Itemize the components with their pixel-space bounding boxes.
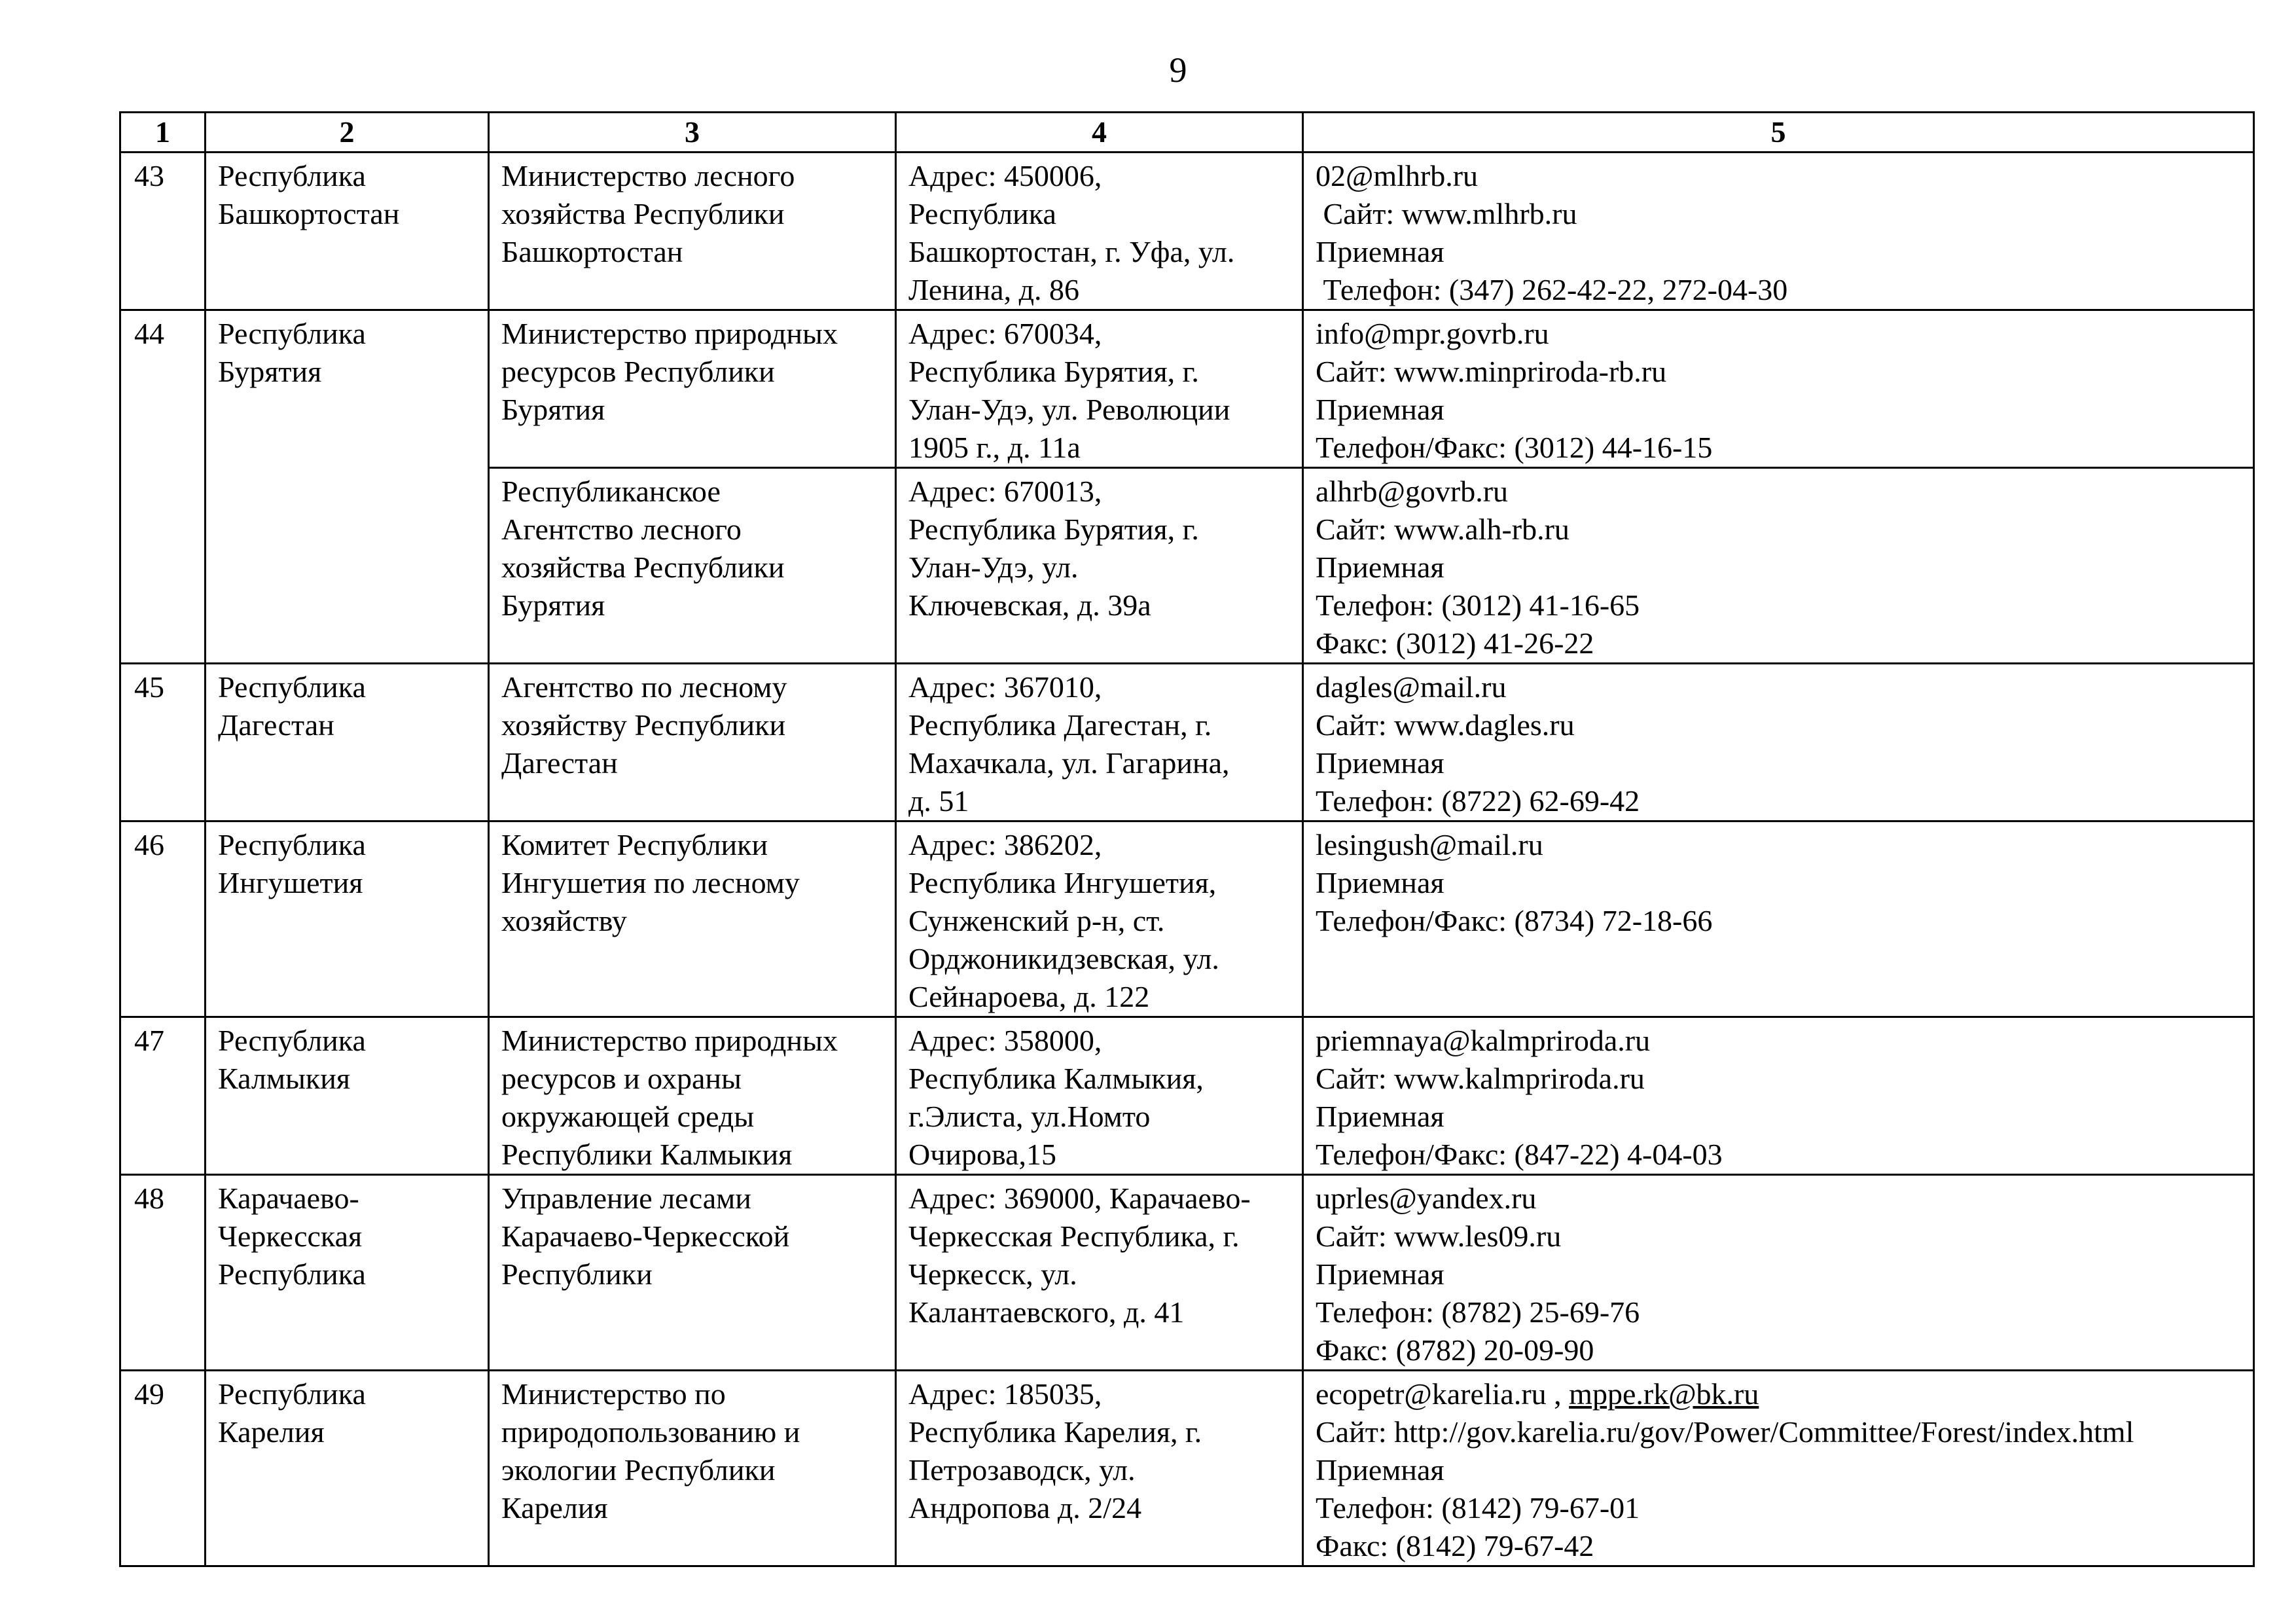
- address-line: Черкесск, ул.: [908, 1257, 1077, 1291]
- organization-line: Комитет Республики: [501, 828, 768, 861]
- website-line[interactable]: Сайт: http://gov.karelia.ru/gov/Power/Committee/Forest/index.html: [1316, 1415, 2134, 1449]
- address-line: Адрес: 670013,: [908, 475, 1102, 508]
- region-cell: [206, 1017, 489, 1175]
- region-cell: [206, 821, 489, 1017]
- table-row: [120, 153, 2254, 310]
- region-line: Ингушетия: [218, 866, 363, 899]
- phone-line: Телефон: (8782) 25-69-76: [1316, 1295, 1640, 1329]
- organization-line: Бурятия: [501, 393, 605, 426]
- reception-label: Приемная: [1316, 550, 1444, 584]
- email-link[interactable]: lesingush@mail.ru: [1316, 828, 1543, 861]
- organization-line: Республиканское: [501, 475, 721, 508]
- address-line: Улан-Удэ, ул.: [908, 550, 1079, 584]
- address-line: Ленина, д. 86: [908, 273, 1079, 306]
- email-line: [1316, 1375, 2241, 1413]
- contacts-cell: [1303, 468, 2254, 664]
- phone-line: Телефон: (347) 262-42-22, 272-04-30: [1316, 273, 1788, 306]
- address-line: Сейнароева, д. 122: [908, 980, 1150, 1013]
- address-cell: [896, 1017, 1303, 1175]
- region-line: Башкортостан: [218, 197, 400, 230]
- region-line: Республика: [218, 670, 366, 704]
- column-header-2: 2: [206, 113, 489, 153]
- organization-line: Управление лесами: [501, 1182, 751, 1215]
- contacts-cell: [1303, 1175, 2254, 1371]
- address-line: Калантаевского, д. 41: [908, 1295, 1185, 1329]
- organization-line: хозяйству: [501, 904, 627, 937]
- contacts-cell: [1303, 1017, 2254, 1175]
- region-line: Республика: [218, 159, 366, 192]
- address-line: Республика Карелия, г.: [908, 1415, 1202, 1449]
- region-cell: [206, 153, 489, 310]
- address-line: д. 51: [908, 784, 969, 818]
- address-line: Улан-Удэ, ул. Революции: [908, 393, 1230, 426]
- region-cell: [206, 664, 489, 821]
- email-link[interactable]: alhrb@govrb.ru: [1316, 475, 1509, 508]
- address-line: Сунженский р-н, ст.: [908, 904, 1165, 937]
- page-number: 9: [1169, 50, 1187, 90]
- phone-line: Телефон/Факс: (3012) 44-16-15: [1316, 431, 1713, 464]
- region-line: Карелия: [218, 1415, 325, 1449]
- row-number: 49: [120, 1371, 206, 1566]
- address-line: Андропова д. 2/24: [908, 1491, 1142, 1525]
- reception-label: Приемная: [1316, 235, 1444, 268]
- region-line: Республика: [218, 1024, 366, 1057]
- organization-cell: [489, 664, 896, 821]
- organization-line: Карелия: [501, 1491, 608, 1525]
- forestry-authorities-table: [119, 111, 2255, 1567]
- table-row: [120, 821, 2254, 1017]
- address-line: Петрозаводск, ул.: [908, 1453, 1136, 1487]
- organization-line: Башкортостан: [501, 235, 683, 268]
- address-line: Ключевская, д. 39а: [908, 588, 1151, 622]
- reception-label: Приемная: [1316, 1100, 1444, 1133]
- website-line[interactable]: Сайт: www.les09.ru: [1316, 1219, 1562, 1253]
- email-link[interactable]: uprles@yandex.ru: [1316, 1182, 1537, 1215]
- address-line: Республика: [908, 197, 1056, 230]
- reception-label: Приемная: [1316, 393, 1444, 426]
- fax-line: Факс: (8782) 20-09-90: [1316, 1333, 1594, 1367]
- organization-line: Республики: [501, 1257, 653, 1291]
- reception-label: Приемная: [1316, 746, 1444, 780]
- address-line: Адрес: 369000, Карачаево-: [908, 1182, 1251, 1215]
- address-line: Черкесская Республика, г.: [908, 1219, 1240, 1253]
- address-cell: [896, 310, 1303, 468]
- email-link[interactable]: info@mpr.govrb.ru: [1316, 317, 1549, 350]
- address-line: Орджоникидзевская, ул.: [908, 942, 1219, 975]
- region-line: Калмыкия: [218, 1062, 350, 1095]
- address-line: г.Элиста, ул.Номто: [908, 1100, 1151, 1133]
- column-header-3: 3: [489, 113, 896, 153]
- organization-line: Агентство лесного: [501, 513, 742, 546]
- organization-line: экологии Республики: [501, 1453, 776, 1487]
- address-cell: [896, 468, 1303, 664]
- address-line: Республика Дагестан, г.: [908, 708, 1212, 742]
- address-line: 1905 г., д. 11а: [908, 431, 1081, 464]
- contacts-cell: [1303, 310, 2254, 468]
- fax-line: Факс: (3012) 41-26-22: [1316, 626, 1594, 660]
- table-row: [120, 310, 2254, 468]
- organization-line: окружающей среды: [501, 1100, 755, 1133]
- phone-line: Телефон: (8722) 62-69-42: [1316, 784, 1640, 818]
- row-number: 43: [120, 153, 206, 310]
- email-link-secondary[interactable]: mppe.rk@bk.ru: [1569, 1377, 1759, 1411]
- column-header-1: 1: [120, 113, 206, 153]
- organization-line: ресурсов и охраны: [501, 1062, 742, 1095]
- organization-cell: [489, 1371, 896, 1566]
- region-cell: [206, 310, 489, 664]
- region-line: Республика: [218, 317, 366, 350]
- website-line[interactable]: Сайт: www.alh-rb.ru: [1316, 513, 1570, 546]
- organization-line: ресурсов Республики: [501, 355, 775, 388]
- table-row: [120, 1017, 2254, 1175]
- address-line: Адрес: 358000,: [908, 1024, 1102, 1057]
- organization-cell: [489, 468, 896, 664]
- row-number: 48: [120, 1175, 206, 1371]
- reception-label: Приемная: [1316, 1257, 1444, 1291]
- fax-line: Факс: (8142) 79-67-42: [1316, 1529, 1594, 1562]
- organization-line: Агентство по лесному: [501, 670, 787, 704]
- email-link[interactable]: ecopetr@karelia.ru ,: [1316, 1377, 1570, 1411]
- phone-line: Телефон/Факс: (847-22) 4-04-03: [1316, 1138, 1723, 1171]
- row-number: 45: [120, 664, 206, 821]
- organization-line: Республики Калмыкия: [501, 1138, 793, 1171]
- address-cell: [896, 1175, 1303, 1371]
- organization-line: хозяйству Республики: [501, 708, 786, 742]
- organization-line: хозяйства Республики: [501, 197, 785, 230]
- organization-line: хозяйства Республики: [501, 550, 785, 584]
- region-cell: [206, 1371, 489, 1566]
- organization-line: Ингушетия по лесному: [501, 866, 800, 899]
- email-link[interactable]: 02@mlhrb.ru: [1316, 159, 1479, 192]
- phone-line: Телефон: (3012) 41-16-65: [1316, 588, 1640, 622]
- address-line: Республика Калмыкия,: [908, 1062, 1204, 1095]
- address-line: Махачкала, ул. Гагарина,: [908, 746, 1230, 780]
- address-line: Адрес: 185035,: [908, 1377, 1102, 1411]
- organization-line: Министерство природных: [501, 1024, 838, 1057]
- region-line: Черкесская: [218, 1219, 363, 1253]
- row-number: 46: [120, 821, 206, 1017]
- region-cell: [206, 1175, 489, 1371]
- region-line: Республика: [218, 1377, 366, 1411]
- organization-line: природопользованию и: [501, 1415, 800, 1449]
- region-line: Карачаево-: [218, 1182, 359, 1215]
- table-row: [120, 1371, 2254, 1566]
- address-line: Республика Ингушетия,: [908, 866, 1217, 899]
- table-row: [120, 1175, 2254, 1371]
- organization-line: Министерство лесного: [501, 159, 795, 192]
- address-cell: [896, 153, 1303, 310]
- address-line: Адрес: 450006,: [908, 159, 1102, 192]
- address-cell: [896, 821, 1303, 1017]
- column-header-4: 4: [896, 113, 1303, 153]
- email-link[interactable]: dagles@mail.ru: [1316, 670, 1507, 704]
- website-line[interactable]: Сайт: www.dagles.ru: [1316, 708, 1575, 742]
- region-line: Бурятия: [218, 355, 322, 388]
- contacts-cell: [1303, 153, 2254, 310]
- column-header-5: 5: [1303, 113, 2254, 153]
- header-row: [120, 113, 2254, 153]
- organization-cell: [489, 310, 896, 468]
- address-line: Адрес: 367010,: [908, 670, 1102, 704]
- row-number: 47: [120, 1017, 206, 1175]
- organization-cell: [489, 1017, 896, 1175]
- address-line: Очирова,15: [908, 1138, 1057, 1171]
- address-line: Адрес: 386202,: [908, 828, 1102, 861]
- phone-line: Телефон: (8142) 79-67-01: [1316, 1491, 1640, 1525]
- contacts-cell: [1303, 821, 2254, 1017]
- region-line: Республика: [218, 828, 366, 861]
- email-link[interactable]: priemnaya@kalmpriroda.ru: [1316, 1024, 1651, 1057]
- organization-line: Министерство природных: [501, 317, 838, 350]
- address-line: Башкортостан, г. Уфа, ул.: [908, 235, 1235, 268]
- reception-label: Приемная: [1316, 1453, 1444, 1487]
- phone-line: Телефон/Факс: (8734) 72-18-66: [1316, 904, 1713, 937]
- table-row: [120, 664, 2254, 821]
- row-number: 44: [120, 310, 206, 664]
- organization-line: Дагестан: [501, 746, 618, 780]
- organization-cell: [489, 821, 896, 1017]
- website-line[interactable]: Сайт: www.mlhrb.ru: [1316, 197, 1577, 230]
- website-line[interactable]: Сайт: www.minpriroda-rb.ru: [1316, 355, 1667, 388]
- website-line[interactable]: Сайт: www.kalmpriroda.ru: [1316, 1062, 1645, 1095]
- organization-cell: [489, 153, 896, 310]
- organization-line: Бурятия: [501, 588, 605, 622]
- organization-line: Министерство по: [501, 1377, 726, 1411]
- address-cell: [896, 664, 1303, 821]
- organization-cell: [489, 1175, 896, 1371]
- address-line: Республика Бурятия, г.: [908, 513, 1199, 546]
- region-line: Дагестан: [218, 708, 334, 742]
- organization-line: Карачаево-Черкесской: [501, 1219, 790, 1253]
- address-cell: [896, 1371, 1303, 1566]
- contacts-cell: [1303, 1371, 2254, 1566]
- address-line: Адрес: 670034,: [908, 317, 1102, 350]
- address-line: Республика Бурятия, г.: [908, 355, 1199, 388]
- contacts-cell: [1303, 664, 2254, 821]
- reception-label: Приемная: [1316, 866, 1444, 899]
- region-line: Республика: [218, 1257, 366, 1291]
